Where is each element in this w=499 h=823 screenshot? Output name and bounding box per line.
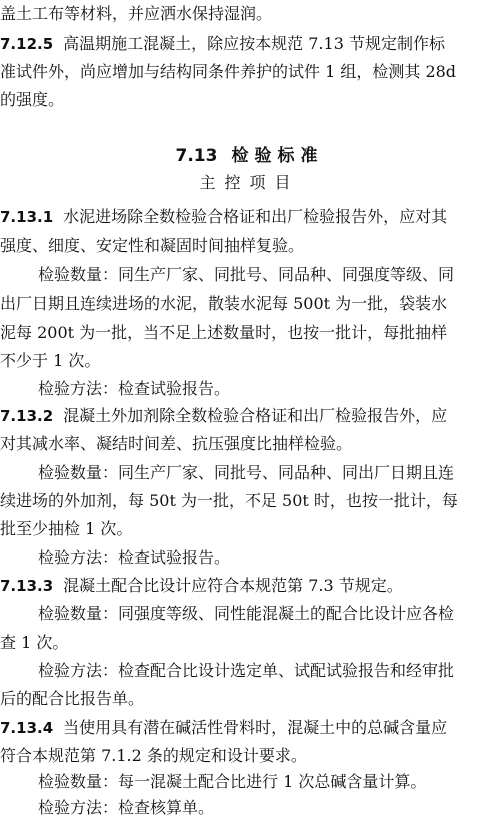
inspection-quantity: 检验数量：每一混凝土配合比进行 1 次总碱含量计算。 [38, 772, 427, 791]
inspection-quantity: 检验数量：同强度等级、同性能混凝土的配合比设计应各检 [38, 604, 455, 623]
clause-text: 混凝土外加剂除全数检验合格证和出厂检验报告外，应 [63, 406, 448, 425]
clause-text: 当使用具有潜在碱活性骨料时，混凝土中的总碱含量应 [63, 718, 448, 737]
text-line: 泥每 200t 为一批，当不足上述数量时，也按一批计，每批抽样 [0, 323, 448, 342]
inspection-method: 检验方法：检查试验报告。 [38, 548, 231, 567]
clause-number: 7.13.3 [0, 577, 54, 595]
text-line: 准试件外，尚应增加与结构同条件养护的试件 1 组，检测其 28d [0, 62, 457, 81]
inspection-method: 检验方法：检查配合比设计选定单、试配试验报告和经审批 [38, 661, 455, 680]
clause-number: 7.13.4 [0, 719, 54, 737]
inspection-quantity: 检验数量：同生产厂家、同批号、同品种、同强度等级、同 [38, 265, 455, 284]
text-line: 批至少抽检 1 次。 [0, 519, 133, 538]
section-number: 7.13 [175, 146, 218, 166]
inspection-quantity: 检验数量：同生产厂家、同批号、同品种、同出厂日期且连 [38, 463, 455, 482]
text-line: 符合本规范第 7.1.2 条的规定和设计要求。 [0, 746, 307, 765]
inspection-method: 检验方法：检查核算单。 [38, 798, 215, 817]
clause-7-12-5-first-line [0, 29, 499, 59]
clause-7-13-2-first-line [0, 401, 499, 431]
text-line: 查 1 次。 [0, 633, 69, 652]
text-line: 对其减水率、凝结时间差、抗压强度比抽样检验。 [0, 434, 353, 453]
text-line: 的强度。 [0, 90, 65, 109]
clause-text: 水泥进场除全数检验合格证和出厂检验报告外，应对其 [63, 207, 448, 226]
clause-number: 7.12.5 [0, 35, 54, 53]
clause-number: 7.13.1 [0, 208, 54, 226]
clause-text: 混凝土配合比设计应符合本规范第 7.3 节规定。 [63, 576, 403, 595]
text-line: 出厂日期且连续进场的水泥，散装水泥每 500t 为一批，袋装水 [0, 294, 448, 313]
text-line: 盖土工布等材料，并应洒水保持湿润。 [0, 4, 273, 23]
subheading: 主控项目 [199, 173, 300, 192]
clause-7-13-4-first-line [0, 713, 499, 743]
clause-text: 高温期施工混凝土，除应按本规范 7.13 节规定制作标 [63, 34, 445, 53]
clause-number: 7.13.2 [0, 407, 54, 425]
text-line: 不少于 1 次。 [0, 351, 101, 370]
text-line: 后的配合比报告单。 [0, 689, 145, 708]
text-line: 续进场的外加剂，每 50t 为一批，不足 50t 时，也按一批计，每 [0, 491, 458, 510]
text-line: 强度、细度、安定性和凝固时间抽样复验。 [0, 236, 305, 255]
section-title: 检验标准 [231, 146, 324, 166]
inspection-method: 检验方法：检查试验报告。 [38, 379, 231, 398]
clause-7-13-3-first-line [0, 571, 499, 601]
clause-7-13-1-first-line [0, 202, 499, 232]
